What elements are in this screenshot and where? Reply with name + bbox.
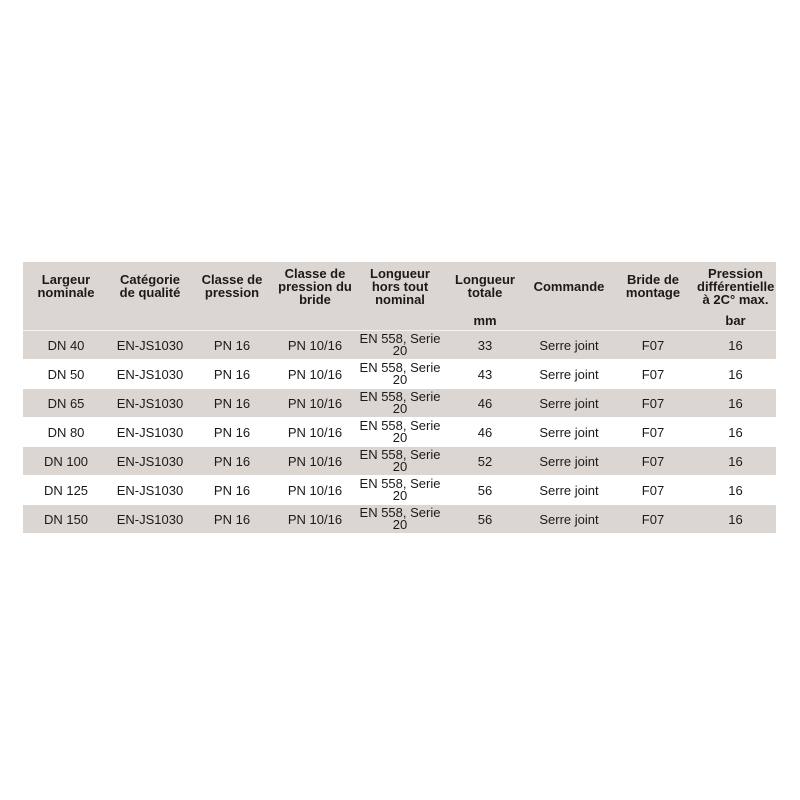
length-line-1: EN 558, Serie (359, 389, 441, 404)
cell-total-length: 43 (443, 360, 527, 389)
cell-quality: EN-JS1030 (109, 505, 191, 534)
cell-control: Serre joint (527, 360, 611, 389)
cell-total-length: 56 (443, 505, 527, 534)
length-line-1: EN 558, Serie (359, 505, 441, 520)
cell-pressure-class: PN 16 (191, 418, 273, 447)
cell-overall-length (357, 447, 443, 476)
header-total-length: Longueur totale (443, 262, 527, 310)
cell-flange-class: PN 10/16 (273, 447, 357, 476)
cell-control: Serre joint (527, 418, 611, 447)
unit-cell (191, 310, 273, 331)
table-row (23, 476, 776, 505)
unit-cell (23, 310, 109, 331)
cell-quality: EN-JS1030 (109, 418, 191, 447)
unit-cell-bar: bar (695, 310, 776, 331)
cell-pressure: 16 (695, 505, 776, 534)
cell-pressure: 16 (695, 476, 776, 505)
cell-overall-length (357, 505, 443, 534)
length-line-2: 20 (392, 372, 408, 387)
cell-control: Serre joint (527, 389, 611, 418)
header-overall-length: Longueur hors tout nominal (357, 262, 443, 310)
cell-flange-class: PN 10/16 (273, 360, 357, 389)
unit-cell (273, 310, 357, 331)
cell-control: Serre joint (527, 476, 611, 505)
cell-flange: F07 (611, 360, 695, 389)
cell-nominal: DN 150 (23, 505, 109, 534)
cell-flange: F07 (611, 505, 695, 534)
cell-nominal: DN 125 (23, 476, 109, 505)
table-row (23, 418, 776, 447)
cell-overall-length (357, 389, 443, 418)
cell-control: Serre joint (527, 331, 611, 360)
cell-nominal: DN 50 (23, 360, 109, 389)
cell-nominal: DN 65 (23, 389, 109, 418)
cell-pressure: 16 (695, 360, 776, 389)
length-line-1: EN 558, Serie (359, 331, 441, 346)
header-pressure-class: Classe de pression (191, 262, 273, 310)
cell-flange: F07 (611, 476, 695, 505)
table-body (23, 331, 776, 534)
cell-pressure: 16 (695, 389, 776, 418)
length-line-2: 20 (392, 401, 408, 416)
cell-flange-class: PN 10/16 (273, 389, 357, 418)
table-row (23, 389, 776, 418)
cell-overall-length (357, 476, 443, 505)
header-nominal: Largeur nominale (23, 262, 109, 310)
cell-flange: F07 (611, 418, 695, 447)
table-row (23, 505, 776, 534)
unit-cell (109, 310, 191, 331)
cell-control: Serre joint (527, 505, 611, 534)
cell-nominal: DN 40 (23, 331, 109, 360)
cell-total-length: 52 (443, 447, 527, 476)
cell-flange: F07 (611, 389, 695, 418)
cell-quality: EN-JS1030 (109, 476, 191, 505)
cell-pressure-class: PN 16 (191, 476, 273, 505)
cell-overall-length (357, 331, 443, 360)
length-line-2: 20 (392, 459, 408, 474)
units-row (23, 310, 776, 331)
length-line-2: 20 (392, 517, 408, 532)
cell-quality: EN-JS1030 (109, 331, 191, 360)
unit-cell-mm: mm (443, 310, 527, 331)
cell-pressure: 16 (695, 418, 776, 447)
cell-pressure-class: PN 16 (191, 505, 273, 534)
unit-cell (357, 310, 443, 331)
cell-total-length: 33 (443, 331, 527, 360)
cell-control: Serre joint (527, 447, 611, 476)
cell-overall-length (357, 418, 443, 447)
header-row (23, 262, 776, 310)
cell-flange: F07 (611, 331, 695, 360)
length-line-1: EN 558, Serie (359, 447, 441, 462)
header-flange-class: Classe de pression du bride (273, 262, 357, 310)
cell-pressure-class: PN 16 (191, 389, 273, 418)
length-line-2: 20 (392, 430, 408, 445)
cell-pressure-class: PN 16 (191, 447, 273, 476)
cell-pressure-class: PN 16 (191, 360, 273, 389)
header-pressure: Pression différentielle à 2C° max. (695, 262, 776, 310)
cell-pressure-class: PN 16 (191, 331, 273, 360)
unit-cell (527, 310, 611, 331)
length-line-1: EN 558, Serie (359, 360, 441, 375)
length-line-2: 20 (392, 488, 408, 503)
cell-total-length: 56 (443, 476, 527, 505)
length-line-1: EN 558, Serie (359, 418, 441, 433)
cell-flange-class: PN 10/16 (273, 331, 357, 360)
spec-table (23, 262, 776, 533)
header-quality: Catégorie de qualité (109, 262, 191, 310)
cell-quality: EN-JS1030 (109, 389, 191, 418)
cell-nominal: DN 100 (23, 447, 109, 476)
table-row (23, 360, 776, 389)
cell-total-length: 46 (443, 418, 527, 447)
table-header (23, 262, 776, 331)
cell-flange-class: PN 10/16 (273, 418, 357, 447)
cell-quality: EN-JS1030 (109, 447, 191, 476)
length-line-2: 20 (392, 343, 408, 358)
header-control: Commande (527, 262, 611, 310)
cell-flange: F07 (611, 447, 695, 476)
cell-total-length: 46 (443, 389, 527, 418)
cell-pressure: 16 (695, 447, 776, 476)
header-flange: Bride de montage (611, 262, 695, 310)
table-row (23, 331, 776, 360)
cell-quality: EN-JS1030 (109, 360, 191, 389)
cell-flange-class: PN 10/16 (273, 476, 357, 505)
table-row (23, 447, 776, 476)
unit-cell (611, 310, 695, 331)
length-line-1: EN 558, Serie (359, 476, 441, 491)
cell-nominal: DN 80 (23, 418, 109, 447)
cell-flange-class: PN 10/16 (273, 505, 357, 534)
cell-overall-length (357, 360, 443, 389)
cell-pressure: 16 (695, 331, 776, 360)
